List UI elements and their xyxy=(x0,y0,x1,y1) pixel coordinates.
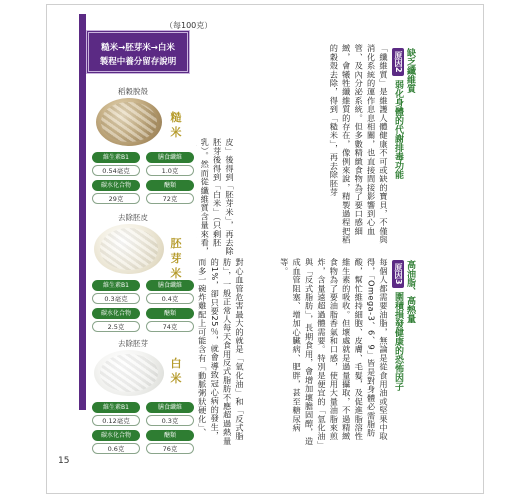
nutrient-item xyxy=(92,308,140,332)
nutrient-value: 0.6克 xyxy=(92,443,140,454)
section-heading-a: 缺乏纖維質 xyxy=(405,48,415,93)
nutrient-item xyxy=(146,402,194,426)
nutrient-name: 碳水化合物 xyxy=(92,308,140,319)
nutrient-value: 74克 xyxy=(146,321,194,332)
nutrient-value: 0.3克 xyxy=(146,415,194,426)
nutrient-name: 碳水化合物 xyxy=(92,430,140,441)
stage-label-white-rice: 白米 xyxy=(170,357,182,385)
stage-caption: 去除胚芽 xyxy=(118,339,148,348)
nutrient-item xyxy=(146,180,194,204)
nutrient-value: 72克 xyxy=(146,193,194,204)
nutrient-name: 維生素B1 xyxy=(92,402,140,413)
nutrient-value: 0.12毫克 xyxy=(92,415,140,426)
page-spine-bar xyxy=(79,14,86,410)
page-number: 15 xyxy=(58,456,70,466)
nutrient-item xyxy=(146,152,194,176)
nutrient-name: 醣類 xyxy=(146,308,194,319)
nutrient-value: 0.3毫克 xyxy=(92,293,140,304)
stage-caption: 稻穀脫殼 xyxy=(118,87,148,96)
infographic-title-line1: 糙米→胚芽米→白米 xyxy=(101,43,175,53)
nutrient-item xyxy=(92,180,140,204)
nutrient-name: 膳食纖維 xyxy=(146,280,194,291)
nutrient-item xyxy=(92,280,140,304)
nutrient-value: 0.4克 xyxy=(146,293,194,304)
nutrient-value: 1.0克 xyxy=(146,165,194,176)
infographic-title-line2: 製程中養分留存說明 xyxy=(99,57,177,67)
nutrient-item xyxy=(146,308,194,332)
nutrient-name: 膳食纖維 xyxy=(146,152,194,163)
nutrient-name: 膳食纖維 xyxy=(146,402,194,413)
reason-badge: 原因2 xyxy=(392,48,404,76)
section-heading-b: 圍積損發健康的恐怖因子 xyxy=(393,292,403,391)
nutrient-name: 碳水化合物 xyxy=(92,180,140,191)
stage-caption: 去除胚皮 xyxy=(118,213,148,222)
nutrient-name: 維生素B1 xyxy=(92,152,140,163)
nutrient-value: 29克 xyxy=(92,193,140,204)
stage-label-brown-rice: 糙米 xyxy=(170,111,182,139)
nutrient-item xyxy=(92,402,140,426)
nutrient-item xyxy=(146,430,194,454)
germ-rice-image xyxy=(94,224,164,274)
reason-badge: 原因3 xyxy=(392,260,404,288)
infographic-title-box xyxy=(86,30,190,74)
nutrient-name: 維生素B1 xyxy=(92,280,140,291)
white-rice-image xyxy=(94,350,164,396)
unit-label: （每100克） xyxy=(165,21,213,30)
section-heading-a: 高油脂、高熱量 xyxy=(405,260,415,323)
section2-body-part1: 每個人都需要油脂，無論是從食用油或堅果中取得，「Omega-3、6、9」皆是對身體必需脂肪酸，幫忙維持細胞、皮膚、毛髮，及促進脂溶性維生素的吸收。但壞處就是過量攝取，不過精緻食物為了要油脂香氣和口感，使用大量油脂來煎炸，含量遠超過體需要。特別是便宜的「氫化油」與「反式脂肪」，長期食用，會增加壞膽固醇，造成血管阻塞、增加心臟病、肥胖，甚至糖尿病等。 xyxy=(279,258,389,446)
nutrient-name: 醣類 xyxy=(146,430,194,441)
section1-body-part1: 「纖維質」是維護人體健康不可或缺的寶貝，不僅與消化系統的運作息息相關，也直接間接影響到心血管、及內分泌系統。但多數精緻食物為了要口感細緻，會犧牲纖維質的存在，像例來說，精製過程把稻的穀殼去除，得到「糙米」，再去除胚芽 xyxy=(329,44,389,245)
nutrient-value: 0.54毫克 xyxy=(92,165,140,176)
section-heading-b: 弱化身體的代謝排毒功能 xyxy=(393,80,403,179)
brown-rice-image xyxy=(96,98,162,146)
section2-body-part2: 對心血管危害最大的就是「氫化油」和「反式脂肪」，一般正常人每天食用反式脂肪不應超過熱量的1%，卻只要25％，就會導致冠心病的發生，而多一碗炸雞配上可能含有「動脈粥狀硬化」、 xyxy=(197,258,245,446)
nutrient-name: 醣類 xyxy=(146,180,194,191)
nutrient-item xyxy=(92,430,140,454)
nutrient-item xyxy=(92,152,140,176)
nutrient-value: 76克 xyxy=(146,443,194,454)
stage-label-germ-rice: 胚芽米 xyxy=(170,237,182,280)
nutrient-value: 2.5克 xyxy=(92,321,140,332)
nutrient-item xyxy=(146,280,194,304)
section1-body-part2: 皮」後得到「胚芽米」，再去除胚芽後得到「白米」（只剩胚乳）。然而從纖維質含量來看， xyxy=(200,138,235,256)
